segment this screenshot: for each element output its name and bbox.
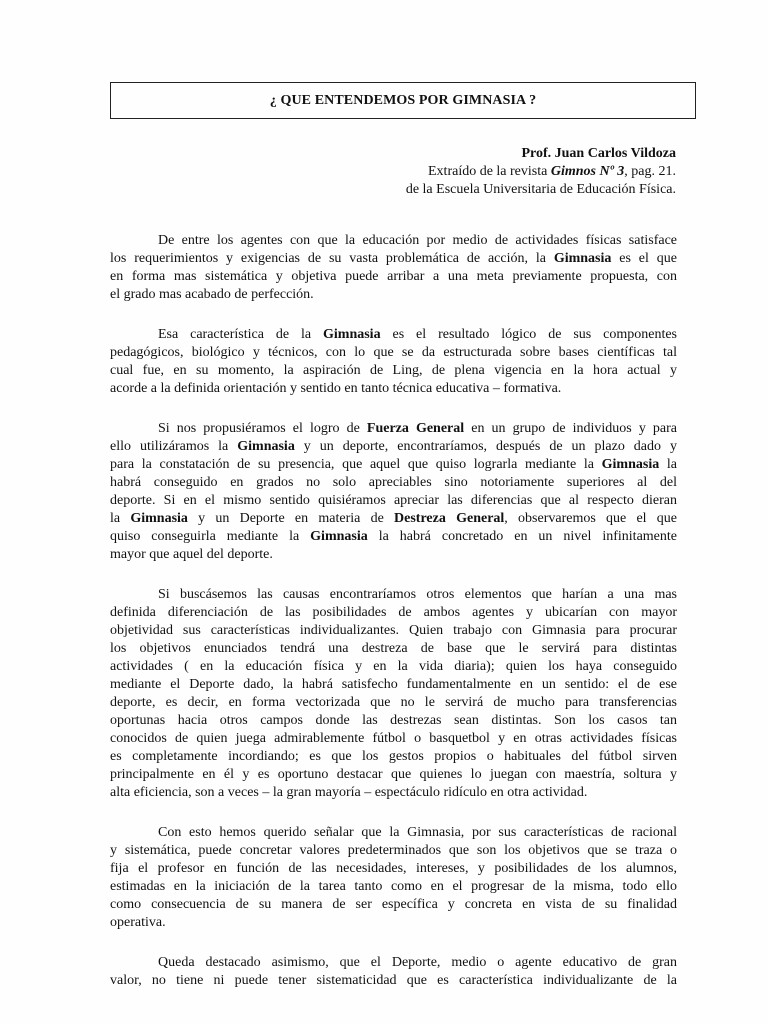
bold-term: Gimnasia	[130, 511, 188, 526]
text-segment: el grado mas acabado de perfección.	[110, 287, 314, 302]
text-segment: acorde a la definida orientación y sentido en tanto técnica educativa – formativa.	[110, 381, 562, 396]
text-segment: oportunas hacia otros campos donde las destrezas sean distintas. Son los casos tan	[110, 713, 677, 728]
source-prefix: Extraído de la revista	[428, 164, 551, 179]
text-segment: los requerimientos y exigencias de su vasta problemática de acción, la	[110, 251, 554, 266]
text-line	[110, 784, 677, 802]
text-line	[110, 586, 677, 604]
text-line	[110, 510, 677, 528]
text-line	[110, 456, 677, 474]
text-line	[110, 658, 677, 676]
text-line	[110, 694, 677, 712]
text-segment: operativa.	[110, 915, 166, 930]
text-segment: objetividad sus características individualizantes. Quien trabajo con Gimnasia para procurar	[110, 623, 677, 638]
author-name: Prof. Juan Carlos Vildoza	[521, 146, 676, 161]
text-segment: y un Deporte en materia de	[187, 511, 395, 526]
text-segment: y sistemática, puede concretar valores predeterminados que son los objetivos que se traza o	[110, 843, 677, 858]
bold-term: Gimnasia	[310, 529, 368, 544]
text-line	[110, 878, 677, 896]
text-line	[110, 286, 677, 304]
text-segment: habrá conseguido en grados no solo apreciables sino notoriamente superiores al del	[110, 475, 677, 490]
text-line	[110, 604, 677, 622]
text-line	[110, 712, 677, 730]
text-segment: la	[110, 511, 131, 526]
text-segment: como consecuencia de su manera de ser específica y concreta en vista de su finalidad	[110, 897, 677, 912]
text-segment: conocidos de quien juega admirablemente fútbol o basquetbol y en otras actividades físicas	[110, 731, 677, 746]
author-block	[406, 145, 676, 199]
text-segment: en un grupo de individuos y para	[464, 421, 677, 436]
text-line	[110, 640, 677, 658]
text-segment: los objetivos enunciados tendrá una destreza de base que le servirá para distintas	[110, 641, 677, 656]
paragraph	[110, 824, 677, 932]
bold-term: Fuerza General	[366, 421, 465, 436]
text-line	[110, 492, 677, 510]
bold-term: Gimnasia	[553, 251, 612, 266]
text-line	[110, 622, 677, 640]
text-segment: la habrá concretado en un nivel infinitamente	[367, 529, 677, 544]
text-segment: deporte, es decir, en forma vectorizada que no le servirá de mucho para transferencias	[110, 695, 677, 710]
bold-term: Gimnasia	[601, 457, 660, 472]
text-segment: Si nos propusiéramos el logro de	[158, 421, 367, 436]
text-segment: en forma mas sistemática y objetiva puede arribar a una meta previamente propuesta, con	[110, 269, 677, 284]
text-segment: Con esto hemos querido señalar que la Gimnasia, por sus características de racional	[158, 825, 677, 840]
text-line	[110, 362, 677, 380]
text-segment: estimadas en la iniciación de la tarea tanto como en el progresar de la misma, todo ello	[110, 879, 677, 894]
text-line	[110, 438, 677, 456]
text-line	[110, 896, 677, 914]
text-line	[110, 676, 677, 694]
text-segment: actividades ( en la educación física y en la vida diaria); quien los haya conseguido	[110, 659, 677, 674]
text-segment: quiso conseguirla mediante la	[110, 529, 311, 544]
text-segment: cual fue, en su momento, la aspiración de Ling, de plena vigencia en la hora actual y	[110, 363, 677, 378]
text-line	[110, 380, 677, 398]
text-segment: es completamente incordiando; es que los gestos propios o habituales del fútbol sirven	[110, 749, 677, 764]
magazine-name: Gimnos Nº 3	[550, 164, 625, 179]
text-segment: y un deporte, encontraríamos, después de un plazo dado y	[294, 439, 677, 454]
paragraph	[110, 954, 677, 990]
text-line	[110, 730, 677, 748]
text-line	[110, 824, 677, 842]
text-line	[110, 954, 677, 972]
text-segment: Esa característica de la	[158, 327, 323, 342]
text-segment: pedagógicos, biológico y técnicos, con lo que se da estructurada sobre bases científicas tal	[110, 345, 677, 360]
text-segment: Si buscásemos las causas encontraríamos otros elementos que harían a una mas	[158, 587, 677, 602]
text-line	[110, 528, 677, 546]
text-segment: alta eficiencia, son a veces – la gran mayoría – espectáculo ridículo en otra actividad.	[110, 785, 588, 800]
text-segment: mediante el Deporte dado, la habrá satisfecho fundamentalmente en un sentido: el de ese	[110, 677, 677, 692]
bold-term: Gimnasia	[323, 327, 381, 342]
text-segment: Queda destacado asimismo, que el Deporte, medio o agente educativo de gran	[158, 955, 677, 970]
text-segment: mayor que aquel del deporte.	[110, 547, 273, 562]
document-title-text: ¿ QUE ENTENDEMOS POR GIMNASIA ?	[269, 92, 537, 108]
text-line	[110, 344, 677, 362]
text-segment: para la constatación de su presencia, que aquel que quiso lograrla mediante la	[110, 457, 602, 472]
document-title	[110, 82, 696, 119]
text-line	[110, 250, 677, 268]
text-segment: fija el profesor en función de las necesidades, intereses, y posibilidades de los alumnos,	[110, 861, 677, 876]
text-line	[110, 842, 677, 860]
text-line	[110, 268, 677, 286]
text-segment: , observaremos que el que	[504, 511, 677, 526]
text-segment: es el resultado lógico de sus componentes	[380, 327, 677, 342]
text-line	[110, 420, 677, 438]
text-segment: la	[659, 457, 677, 472]
paragraph	[110, 232, 677, 304]
text-line	[110, 474, 677, 492]
text-line	[110, 972, 677, 990]
text-line	[110, 748, 677, 766]
text-segment: es el que	[611, 251, 677, 266]
text-segment: valor, no tiene ni puede tener sistematicidad que es característica individualizante de la	[110, 973, 677, 988]
bold-term: Gimnasia	[237, 439, 295, 454]
text-segment: ello utilizáramos la	[110, 439, 238, 454]
article-body	[110, 232, 677, 1012]
text-segment: principalmente en él y es oportuno destacar que quienes lo juegan con maestría, soltura y	[110, 767, 677, 782]
text-line	[110, 766, 677, 784]
paragraph	[110, 420, 677, 564]
text-line	[110, 860, 677, 878]
source-suffix: , pag. 21.	[624, 164, 676, 179]
text-line	[110, 914, 677, 932]
text-segment: De entre los agentes con que la educación por medio de actividades físicas satisface	[158, 233, 677, 248]
paragraph	[110, 326, 677, 398]
text-segment: definida diferenciación de las posibilidades de ambos agentes y ubicarían con mayor	[110, 605, 677, 620]
source-line-2: de la Escuela Universitaria de Educación Física.	[405, 182, 676, 197]
paragraph	[110, 586, 677, 802]
source-line-1	[406, 163, 676, 181]
text-line	[110, 546, 677, 564]
text-line	[110, 326, 677, 344]
text-segment: deporte. Si en el mismo sentido quisiéramos apreciar las diferencias que al respecto dieran	[110, 493, 677, 508]
text-line	[110, 232, 677, 250]
bold-term: Destreza General	[394, 511, 505, 526]
